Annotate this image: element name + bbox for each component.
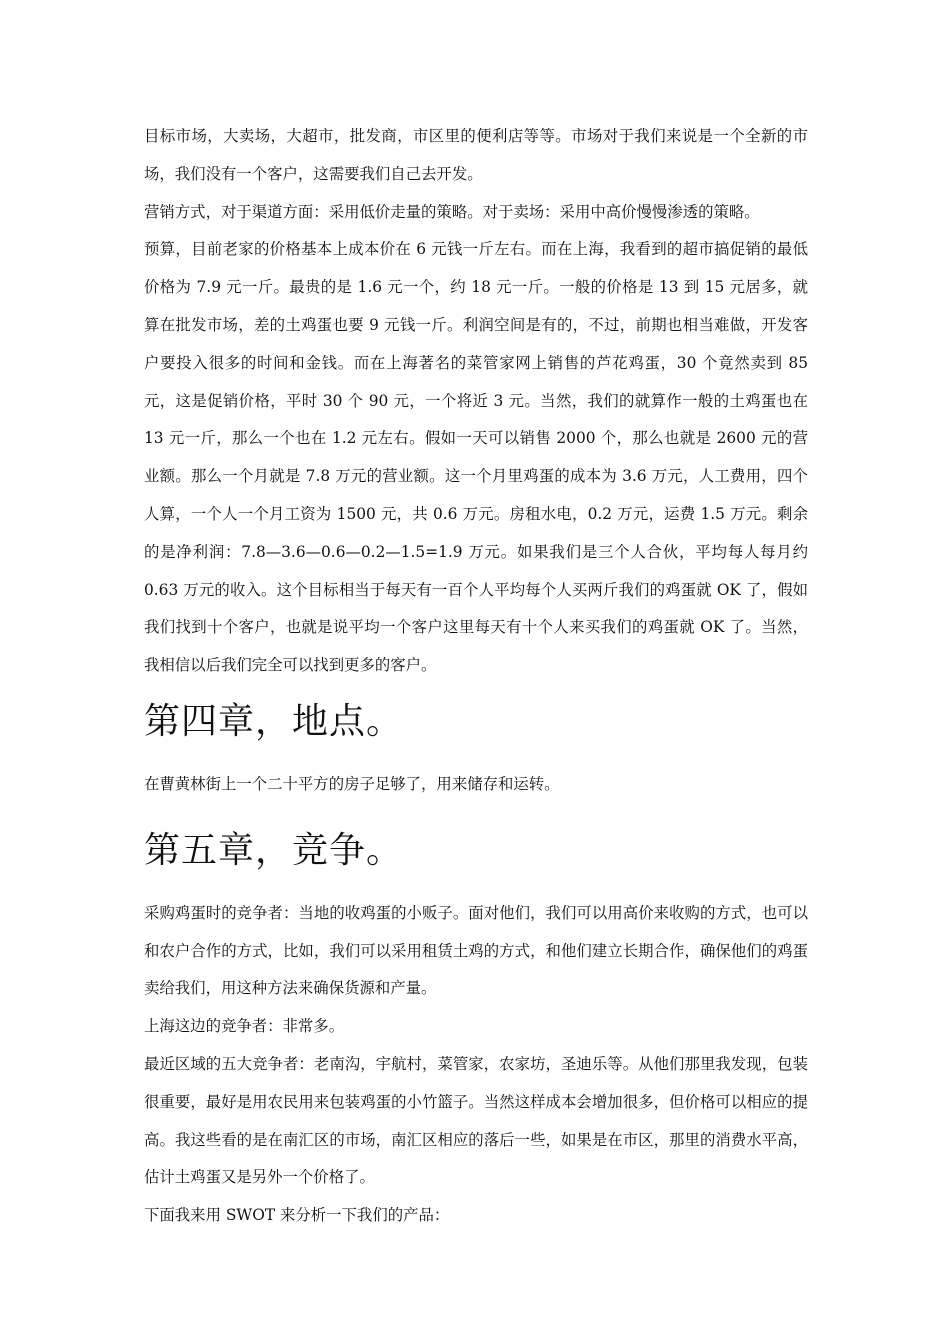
paragraph-budget: 预算，目前老家的价格基本上成本价在 6 元钱一斤左右。而在上海，我看到的超市搞促销的最低价格为 7.9 元一斤。最贵的是 1.6 元一个，约 18 元一斤。一般的价格是 13 到 15 元居多，就算在批发市场，差的土鸡蛋也要 9 元钱一斤。利润空间是有的，不过，前期也相当难做，开发客户要投入很多的时间和金钱。而在上海著名的菜管家网上销售的芦花鸡蛋，30 个竟然卖到 85 元，这是促销价格，平时 30 个 90 元，一个将近 3 元。当然，我们的就算作一般的土鸡蛋也在 13 元一斤，那么一个也在 1.2 元左右。假如一天可以销售 2000 个，那么也就是 2600 元的营业额。那么一个月就是 7.8 万元的营业额。这一个月里鸡蛋的成本为 3.6 万元，人工费用，四个人算，一个人一个月工资为 1500 元，共 0.6 万元。房租水电，0.2 万元，运费 1.5 万元。剩余的是净利润：7.8—3.6—0.6—0.2—1.5=1.9 万元。如果我们是三个人合伙，平均每人每月约 0.63 万元的收入。这个目标相当于每天有一百个人平均每个人买两斤我们的鸡蛋就 OK 了，假如我们找到十个客户，也就是说平均一个客户这里每天有十个人来买我们的鸡蛋就 OK 了。当然，我相信以后我们完全可以找到更多的客户。 bbox=[144, 240, 808, 675]
paragraph-target-market: 目标市场，大卖场，大超市，批发商，市区里的便利店等等。市场对于我们来说是一个全新的市场，我们没有一个客户，这需要我们自己去开发。 bbox=[144, 127, 808, 183]
paragraph-marketing: 营销方式，对于渠道方面：采用低价走量的策略。对于卖场：采用中高价慢慢渗透的策略。 bbox=[144, 202, 760, 221]
page-content bbox=[144, 118, 808, 1235]
paragraph-purchase-competitors: 采购鸡蛋时的竞争者：当地的收鸡蛋的小贩子。面对他们，我们可以用高价来收购的方式，也可以和农户合作的方式，比如，我们可以采用租赁土鸡的方式，和他们建立长期合作，确保他们的鸡蛋卖给我们，用这种方法来确保货源和产量。 bbox=[144, 903, 808, 998]
paragraph-location: 在曹黄林街上一个二十平方的房子足够了，用来储存和运转。 bbox=[144, 774, 560, 793]
paragraph-five-competitors: 最近区域的五大竞争者：老南沟，宇航村，菜管家，农家坊，圣迪乐等。从他们那里我发现，包装很重要，最好是用农民用来包装鸡蛋的小竹篮子。当然这样成本会增加很多，但价格可以相应的提高。我这些看的是在南汇区的市场，南汇区相应的落后一些，如果是在市区，那里的消费水平高，估计土鸡蛋又是另外一个价格了。 bbox=[144, 1054, 808, 1187]
chapter-5-heading: 第五章，竞争。 bbox=[144, 829, 404, 871]
paragraph-swot-intro: 下面我来用 SWOT 来分析一下我们的产品： bbox=[144, 1206, 450, 1225]
paragraph-shanghai-competitors: 上海这边的竞争者：非常多。 bbox=[144, 1017, 345, 1036]
chapter-4-heading: 第四章，地点。 bbox=[144, 700, 404, 742]
